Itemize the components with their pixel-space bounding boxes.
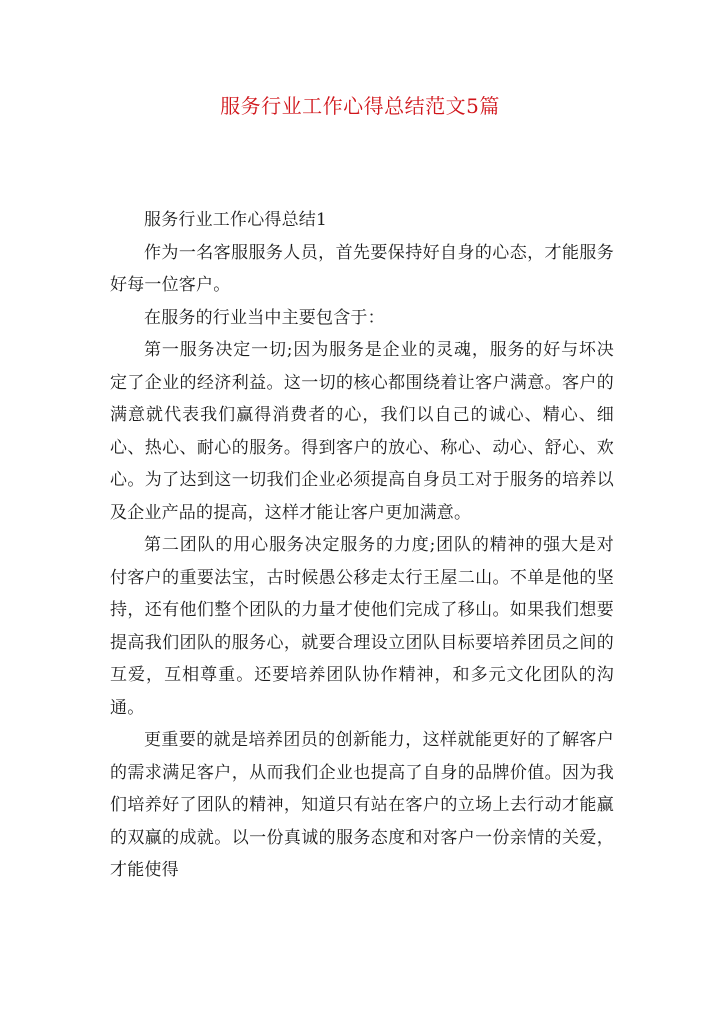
paragraph-intro: 作为一名客服服务人员，首先要保持好自身的心态，才能服务好每一位客户。	[110, 242, 614, 295]
paragraph-lead-in: 在服务的行业当中主要包含于：	[144, 307, 385, 328]
paragraph-innovation: 更重要的就是培养团员的创新能力，这样就能更好的了解客户的需求满足客户，从而我们企业也提高了自身的品牌价值。因为我们培养好了团队的精神，知道只有站在客户的立场上去行动才能赢的双赢的成就。以一份真诚的服务态度和对客户一份亲情的关爱，才能使得	[110, 730, 614, 880]
paragraph-point-two: 第二团队的用心服务决定服务的力度;团队的精神的强大是对付客户的重要法宝，古时候愚公移走太行王屋二山。不单是他的坚持，还有他们整个团队的力量才使他们完成了移山。如果我们想要提高我们团队的服务心，就要合理设立团队目标要培养团员之间的互爱，互相尊重。还要培养团队协作精神，和多元文化团队的沟通。	[110, 535, 614, 718]
document-body	[110, 204, 614, 887]
document-title: 服务行业工作心得总结范文5篇	[220, 94, 500, 118]
paragraph-point-one: 第一服务决定一切;因为服务是企业的灵魂，服务的好与坏决定了企业的经济利益。这一切的核心都围绕着让客户满意。客户的满意就代表我们赢得消费者的心，我们以自己的诚心、精心、细心、热心、耐心的服务。得到客户的放心、称心、动心、舒心、欢心。为了达到这一切我们企业必须提高自身员工对于服务的培养以及企业产品的提高，这样才能让客户更加满意。	[110, 340, 614, 523]
section-heading: 服务行业工作心得总结1	[144, 210, 328, 230]
